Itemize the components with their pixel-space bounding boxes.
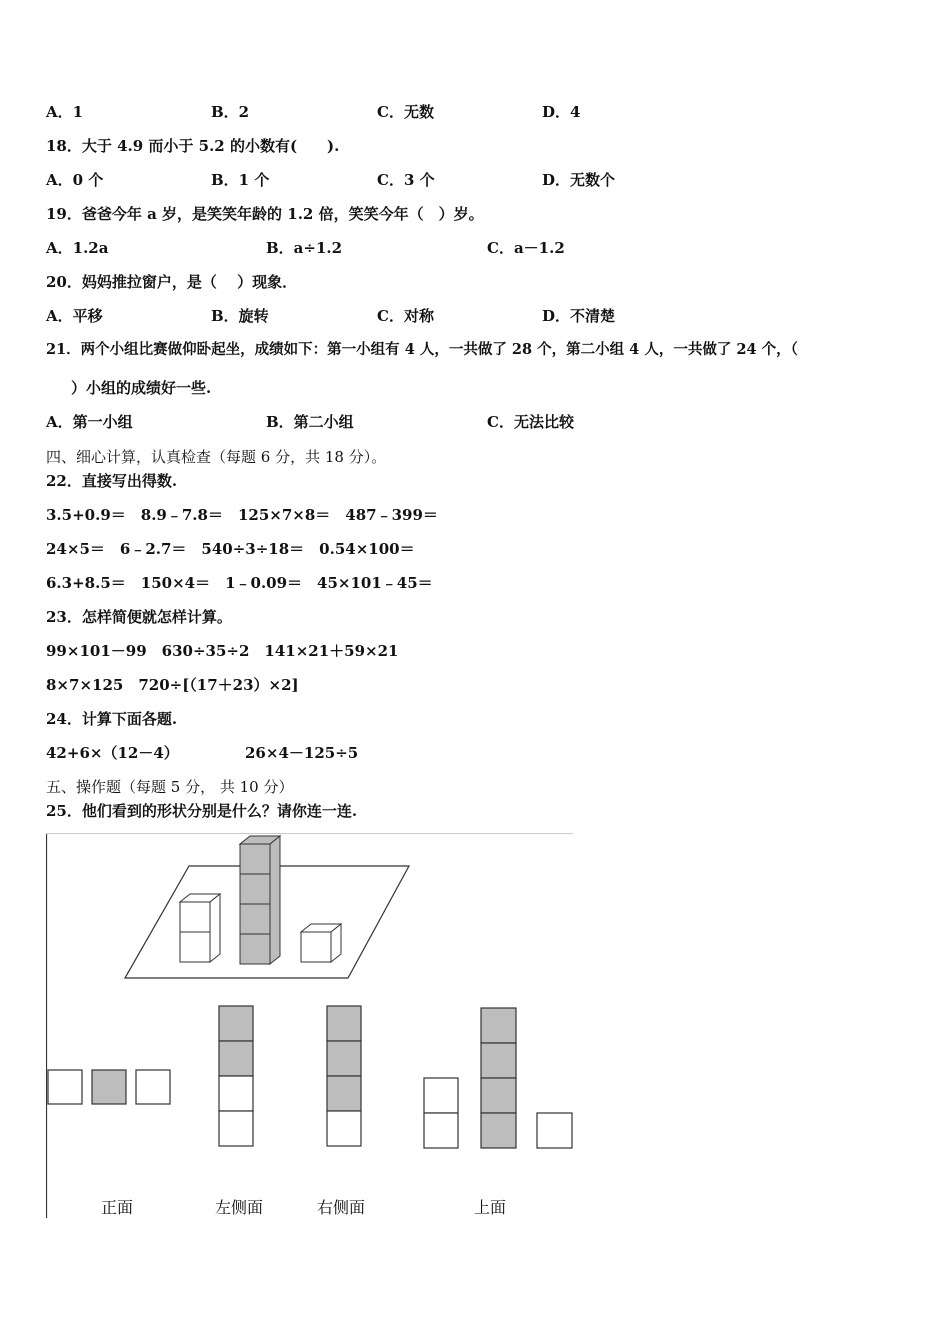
view-right [327,1006,361,1146]
q22-row-1: 3.5+0.9＝ 8.9﹣7.8＝ 125×7×8＝ 487﹣399＝ [46,506,438,524]
view-square [219,1041,253,1076]
q21-option-c: C．无法比较 [487,413,574,431]
view-square [219,1111,253,1146]
q23-row-1: 99×101－99 630÷35÷2 141×21＋59×21 [46,642,399,660]
label-right-side: 右侧面 [317,1198,366,1217]
cube-front [180,932,210,962]
view-top [424,1008,572,1148]
label-top: 上面 [474,1198,507,1217]
q21-option-b: B．第二小组 [266,413,354,431]
q24-item-1: 42+6×（12－4） [46,744,179,762]
q20-stem: 20．妈妈推拉窗户，是（ ）现象． [46,273,298,291]
single-right-cube [301,924,341,962]
q20-option-b: B．旋转 [211,307,269,325]
q18-option-b: B．1 个 [211,171,270,189]
view-square [537,1113,572,1148]
q19-option-b: B．a÷1.2 [266,239,343,257]
view-square [48,1070,82,1104]
view-square [327,1111,361,1146]
q21-option-a: A．第一小组 [46,413,133,431]
stack-middle-cubes [240,836,280,964]
q20-option-d: D．不清楚 [542,307,616,325]
q19-stem: 19．爸爸今年 a 岁，是笑笑年龄的 1.2 倍，笑笑今年（ ）岁。 [46,205,484,223]
q17-option-d: D．4 [542,103,581,121]
q18-option-d: D．无数个 [542,171,616,189]
view-square [327,1006,361,1041]
q22-stem: 22．直接写出得数. [46,472,178,490]
q17-option-c: C．无数 [377,103,434,121]
q19-option-c: C．a－1.2 [487,239,565,257]
q25-figure-svg [46,833,576,1218]
q20-option-a: A．平移 [46,307,103,325]
cube-front [240,934,270,964]
q21-stem-line1: 21．两个小组比赛做仰卧起坐，成绩如下：第一小组有 4 人，一共做了 28 个，第二小组 4 人，一共做了 24 个，（ [46,341,798,358]
q20-option-c: C．对称 [377,307,434,325]
cube-front [301,932,331,962]
view-square [481,1043,516,1078]
q24-stem: 24．计算下面各题. [46,710,178,728]
section4-heading: 四、细心计算，认真检查（每题 6 分，共 18 分）。 [46,448,387,466]
q17-option-b: B．2 [211,103,250,121]
view-square [424,1113,458,1148]
q24-item-2: 26×4－125÷5 [245,744,359,762]
q18-option-c: C．3 个 [377,171,435,189]
q18-stem: 18．大于 4.9 而小于 5.2 的小数有( ). [46,137,340,155]
view-square [481,1078,516,1113]
label-front: 正面 [101,1198,134,1217]
label-left-side: 左侧面 [215,1198,264,1217]
cube-side-face [270,836,280,964]
cube-side-face [210,894,220,962]
q17-option-a: A．1 [46,103,84,121]
q22-row-2: 24×5＝ 6﹣2.7＝ 540÷3÷18＝ 0.54×100＝ [46,540,415,558]
view-square [327,1041,361,1076]
cube-front [180,902,210,932]
q22-row-3: 6.3+8.5＝ 150×4＝ 1﹣0.09＝ 45×101﹣45＝ [46,574,433,592]
q23-row-2: 8×7×125 720÷[（17＋23）×2] [46,676,299,694]
q23-stem: 23．怎样简便就怎样计算。 [46,608,232,626]
cube-front [240,844,270,874]
view-square [136,1070,170,1104]
q21-stem-line2: ）小组的成绩好一些. [56,379,212,397]
view-square [219,1006,253,1041]
cube-front [240,904,270,934]
view-front [48,1070,170,1104]
view-square [481,1113,516,1148]
view-square [92,1070,126,1104]
q25-figure [46,833,576,1218]
q19-option-a: A．1.2a [46,239,109,257]
view-square [424,1078,458,1113]
q18-option-a: A．0 个 [46,171,104,189]
view-square [327,1076,361,1111]
view-square [219,1076,253,1111]
q25-stem: 25．他们看到的形状分别是什么？请你连一连. [46,802,358,820]
view-left [219,1006,253,1146]
view-square [481,1008,516,1043]
cube-front [240,874,270,904]
section5-heading: 五、操作题（每题 5 分， 共 10 分） [46,778,294,796]
stack-left-cubes [180,894,220,962]
